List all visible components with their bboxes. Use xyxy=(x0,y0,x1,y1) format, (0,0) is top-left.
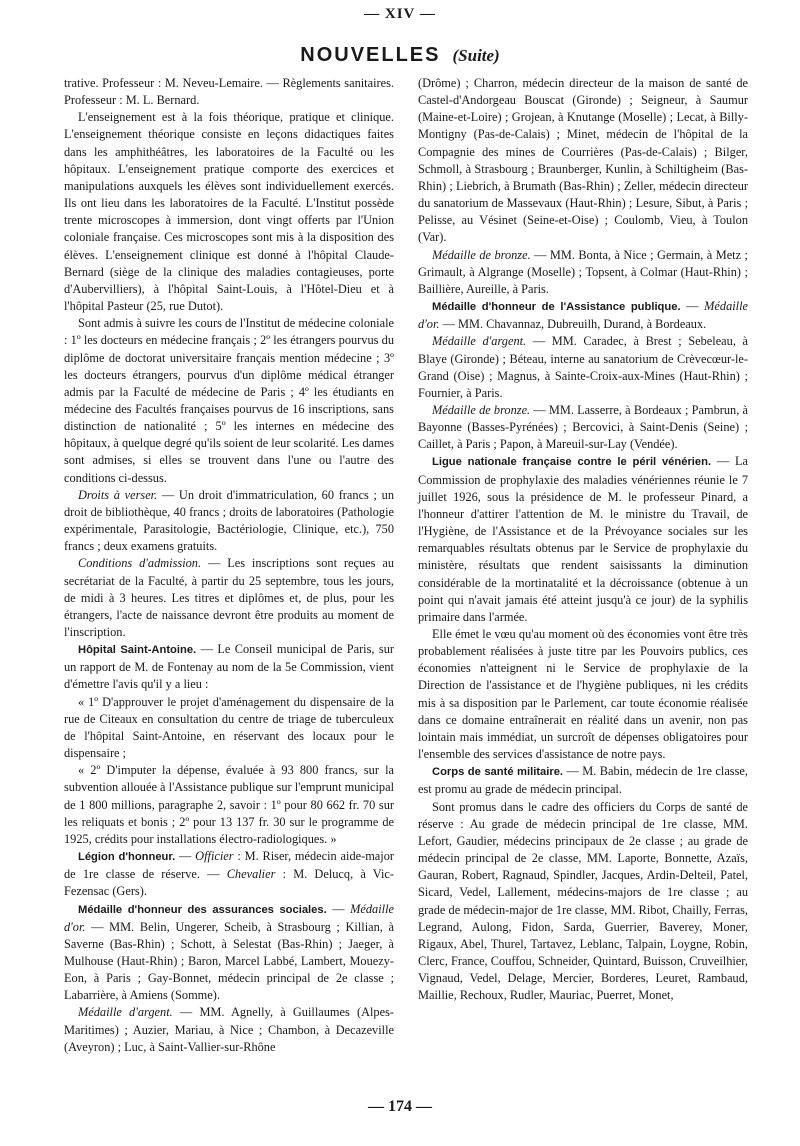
page-roman-numeral: — XIV — xyxy=(364,6,436,22)
section-heading: Médaille d'honneur des assurances sociales. xyxy=(78,903,327,916)
run-in-label: Médaille d'argent. xyxy=(78,1005,173,1020)
paragraph xyxy=(64,487,394,556)
paragraph: trative. Professeur : M. Neveu-Lemaire. — Règlements sanitaires. Professeur : M. L. Bernard. xyxy=(64,76,394,108)
paragraph-text: — MM. Bonta, à Nice ; Germain, à Metz ; Grimault, à Algrange (Moselle) ; Topsent, à Colmar (Haut-Rhin) ; Baillière, Aureille, à Paris. xyxy=(418,247,748,296)
paragraph xyxy=(418,402,748,453)
paragraph-text: — MM. Agnelly, à Guillaumes (Alpes-Maritimes) ; Auzier, Mariau, à Nice ; Chambon, à Decazeville (Aveyron) ; Luc, à Saint-Vallier-sur-Rhône xyxy=(64,1005,394,1054)
paragraph xyxy=(418,333,748,402)
title-main: NOUVELLES xyxy=(300,44,441,66)
title-suite: (Suite) xyxy=(452,46,500,65)
paragraph xyxy=(418,763,748,798)
paragraph-text: — M. Babin, médecin de 1re classe, est promu au grade de médecin principal. xyxy=(418,764,748,797)
paragraph-text: — Le Conseil municipal de Paris, sur un rapport de M. de Fontenay au nom de la 5e Commission, vient d'émettre l'avis qu'il y a lieu : xyxy=(64,642,394,692)
paragraph xyxy=(418,298,748,333)
paragraph-text: : M. Riser, médecin aide-major de 1re classe de réserve. — xyxy=(64,849,394,882)
paragraph: « 1º D'approuver le projet d'aménagement du dispensaire de la rue de Citeaux en consultation du centre de triage de tuberculeux de l'hôpital Saint-Antoine, en réservant des locaux pour le dispensaire ; xyxy=(64,694,394,761)
paragraph-text: — xyxy=(175,849,196,864)
run-in-label: Médaille d'or. xyxy=(64,901,394,934)
paragraph xyxy=(64,901,394,1005)
run-in-label: Médaille de bronze. xyxy=(432,402,531,417)
run-in-label: Officier xyxy=(195,849,234,864)
section-heading: Médaille d'honneur de l'Assistance publique. xyxy=(432,301,681,314)
run-in-label: Médaille d'or. xyxy=(418,299,749,332)
paragraph-text: — xyxy=(326,901,351,916)
paragraph: Elle émet le vœu qu'au moment où des économies vont être très probablement réalisées à juste titre par les Pouvoirs publics, ces économies n'atteignent ni le Service de prophylaxie de la Direction de l'assistance et de l'hygiène publiques, ni les crédits mis à sa disposition par le Parlement, car toute économie réalisée dans ce domaine entraînerait en réalité dans un avenir, non pas lointain mais immédiat, un surcroît de dépenses obligatoires pour l'ensemble des services d'assistance de notre pays. xyxy=(418,627,748,762)
run-in-label: Médaille de bronze. xyxy=(432,247,531,262)
paragraph xyxy=(418,453,748,626)
paragraph xyxy=(64,1004,394,1055)
paragraph-text: — MM. Chavannaz, Dubreuilh, Durand, à Bordeaux. xyxy=(439,317,707,332)
section-heading: Corps de santé militaire. xyxy=(432,766,564,779)
paragraph-text: — La Commission de prophylaxie des maladies vénériennes réunie le 7 juillet 1926, sous la présidence de M. le professeur Pinard, a l'honneur d'attirer l'attention de M. le ministre du Travail, de l'Hygiène, de l'Assistance et de la Prévoyance sociales sur les remarquables résultats obtenus par le Service de prophylaxie du ministère, résultats que rendent saisissants la diminution considérable de la mortinatalité et la décroissance (obtenue à un point qui n'avait jamais été atteint jusqu'à ce jour) de la syphilis primaire dans l'armée. xyxy=(418,454,748,624)
right-column xyxy=(418,75,748,1004)
paragraph-text: : M. Delucq, à Vic-Fezensac (Gers). xyxy=(64,867,394,899)
paragraph-text: — Les inscriptions sont reçues au secrétariat de la Faculté, à partir du 25 septembre, tous les jours, de midi à 3 heures. Les titres et diplômes et, de plus, pour les étrangers, l'acte de naissance devront être produits au moment de l'inscription. xyxy=(64,556,394,639)
paragraph: « 2º D'imputer la dépense, évaluée à 93 800 francs, sur la subvention allouée à l'Assistance publique sur l'emprunt municipal de 1 800 millions, paragraphe 2, savoir : 1º pour 80 662 fr. 70 sur les reliquats et bonis ; 2º pour 13 137 fr. 30 sur le programme de 1925, crédits pour installations électro-radiologiques. » xyxy=(64,763,394,846)
section-title xyxy=(0,44,800,67)
paragraph xyxy=(64,848,394,900)
paragraph-text: — MM. Caradec, à Brest ; Sebeleau, à Blaye (Gironde) ; Béteau, interne au sanatorium de Crèvecœur-le-Grand (Oise) ; Magnus, à Sainte-Croix-aux-Mines (Haut-Rhin) ; Fournier, à Paris. xyxy=(418,334,748,400)
paragraph-text: — xyxy=(680,299,705,314)
section-heading: Hôpital Saint-Antoine. xyxy=(78,644,197,657)
paragraph-text: — Un droit d'immatriculation, 60 francs ; un droit de bibliothèque, 40 francs ; droits de laboratoires (Pathologie expérimentale, Parasitologie, Bactériologie, Clinique, etc.), 750 francs ; deux examens gratuits. xyxy=(64,487,394,554)
run-in-label: Conditions d'admission. xyxy=(78,556,202,571)
page-number: — 174 — xyxy=(368,1098,432,1115)
run-in-label: Chevalier xyxy=(226,867,276,882)
paragraph-text: — MM. Belin, Ungerer, Scheib, à Strasbourg ; Killian, à Saverne (Bas-Rhin) ; Schott, à Selestat (Bas-Rhin) ; Jaeger, à Mulhouse (Haut-Rhin) ; Baron, Marcel Labbé, Lambert, Mouezy-Eon, à Paris ; Gay-Bonnet, médecin principal de 2e classe ; Labarrière, à Amiens (Somme). xyxy=(64,919,394,1003)
paragraph: Sont promus dans le cadre des officiers du Corps de santé de réserve : Au grade de médecin principal de 1re classe, MM. Lefort, Gaudier, médecins principaux de 2e classe ; au grade de médecin principal de 2e classe, MM. Laporte, Bonnette, Azaïs, Gauran, Robert, Ragnaud, Spindler, Jacques, Ardin-Delteil, Patel, Sicard, Vedel, Lallement, médecins-majors de 1re classe ; au grade de médecin-major de 1re classe, MM. Ribot, Chailly, Ferras, Legrand, Aulong, Fidon, Sarda, Guerrier, Baverey, Moner, Rigaux, Abel, Thurel, Tartavez, Leblanc, Talpain, Loygne, Robin, Clerc, France, Couffou, Schneider, Quintard, Buisson, Cruveilhier, Vignaud, Vedel, Delage, Mercier, Borderes, Leuret, Rambaud, Maillie, Rechoux, Rudler, Mauriac, Puerret, Monet, xyxy=(418,799,748,1003)
paragraph-text: — MM. Lasserre, à Bordeaux ; Pambrun, à Bayonne (Basses-Pyrénées) ; Bercovici, à Saint-Denis (Seine) ; Caillet, à Paris ; Papon, à Mareuil-sur-Lay (Vendée). xyxy=(418,402,748,452)
run-in-label: Médaille d'argent. xyxy=(432,334,527,349)
paragraph: L'enseignement est à la fois théorique, pratique et clinique. L'enseignement théorique consiste en leçons didactiques faites dans les amphithéâtres, les laboratoires de la Faculté ou les hôpitaux. L'enseignement pratique comporte des exercices et manipulations auxquels les élèves sont individuellement exercés. Ils ont lieu dans les laboratoires de la Faculté. L'Institut possède trente microscopes à immersion, dont vingt offerts par l'Union coloniale française. Ces microscopes sont mis à la disposition des élèves. L'enseignement clinique est donné à l'hôpital Claude-Bernard (siège de la clinique des maladies contagieuses, porte d'Aubervilliers), à l'hôpital Saint-Louis, à l'Hôtel-Dieu et à l'hôpital Pasteur (25, rue Dutot). xyxy=(64,110,394,314)
left-column xyxy=(64,75,394,1056)
paragraph xyxy=(64,641,394,693)
paragraph xyxy=(418,247,748,298)
run-in-label: Droits à verser. xyxy=(78,487,158,502)
paragraph: Sont admis à suivre les cours de l'Institut de médecine coloniale : 1º les docteurs en médecine français ; 2º les étrangers pourvus du diplôme de doctorat universitaire français mention médecine ; 3º les docteurs étrangers, pourvus d'un diplôme médical étranger admis par la Faculté de médecine de Paris ; 4º les étudiants en médecine des Facultés françaises pourvus de 16 inscriptions, sans distinction de nationalité ; 5º les internes en médecine des hôpitaux, à quelque degré qu'ils soient de leur scolarité. Les dames sont admises, si elles se trouvent dans l'une ou l'autre des conditions ci-dessus. xyxy=(64,316,394,485)
section-heading: Légion d'honneur. xyxy=(78,851,176,864)
section-heading: Ligue nationale française contre le péril vénérien. xyxy=(432,456,712,469)
paragraph: (Drôme) ; Charron, médecin directeur de la maison de santé de Castel-d'Andorgeau Bouscat (Gironde) ; Seigneur, à Saumur (Maine-et-Loire) ; Grojean, à Knutange (Moselle) ; Lecat, à Billy-Montigny (Pas-de-Calais) ; Minet, médecin de l'hôpital de la Compagnie des mines de Courrières (Pas-de-Calais) ; Bilger, Schmoll, à Strasbourg ; Braunberger, Kunlin, à Schiltigheim (Bas-Rhin) ; Liebrich, à Brumath (Bas-Rhin) ; Zeller, médecin directeur du sanatorium de Massevaux (Haut-Rhin) ; Lesure, Sibut, à Paris ; Pelisse, au Vésinet (Seine-et-Oise) ; Coulomb, Vieu, à Toulon (Var). xyxy=(418,76,748,245)
paragraph xyxy=(64,555,394,641)
